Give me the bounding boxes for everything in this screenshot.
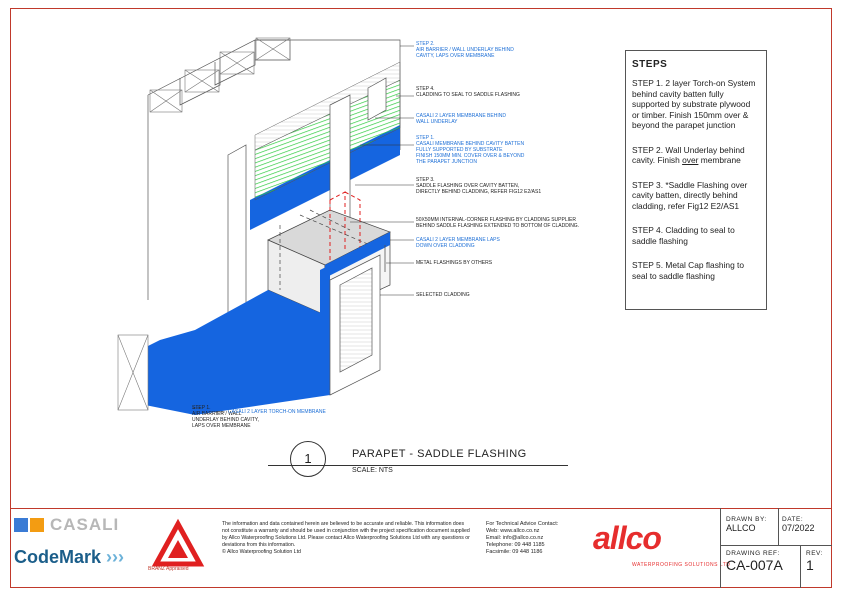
drawing-ref-cell: DRAWING REF: CA-007A — [726, 550, 783, 573]
step-1-text: STEP 1. 2 layer Torch-on System behind cavity batten fully supported by substrate plywood or timber. Finish 150mm over & beyond the parapet junction — [632, 78, 756, 130]
step-5-text: STEP 5. Metal Cap flashing to seal to saddle flashing — [632, 260, 745, 281]
title-block-divider-v2 — [800, 545, 801, 588]
allco-logo: allco — [593, 520, 661, 556]
detail-scale: SCALE: NTS — [352, 467, 393, 474]
step-3-text: STEP 3. *Saddle Flashing over cavity batten, directly behind cladding, refer Fig12 E2/AS1 — [632, 179, 748, 211]
lower-blue-membrane — [120, 290, 330, 415]
step-2-text: STEP 2. Wall Underlay behind cavity. Finish over membrane — [632, 144, 745, 165]
allco-subtitle: WATERPROOFING SOLUTIONS LTD — [632, 562, 731, 568]
contact-block: For Technical Advice Contact: Web: www.allco.co.nz Email: info@allco.co.nz Telephone: 09 448 1185 Facsimile: 09 448 1186 — [486, 521, 559, 555]
date-cell: DATE: 07/2022 — [782, 516, 815, 533]
callout-step4: STEP 4. CLADDING TO SEAL TO SADDLE FLASHING — [416, 86, 520, 98]
callout-casali-wall: CASALI 2 LAYER MEMBRANE BEHIND WALL UNDERLAY — [416, 113, 506, 125]
callout-internal-corner: 50X50MM INTERNAL-CORNER FLASHING BY CLADDING SUPPLIER BEHIND SADDLE FLASHING EXTENDED TO BOTTOM OF CLADDING. — [416, 217, 580, 229]
detail-number: 1 — [290, 441, 326, 477]
disclaimer-text: The information and data contained herein are believed to be accurate and reliable. This information does not constitute a warranty and should be used in conjunction with the project specification document supplied by Allco Waterproofing Solutions Ltd. Please contact Allco Waterproofing Solutions Ltd with any questions or deviations from this information. © Allco Waterproofing Solution Ltd — [222, 521, 470, 555]
title-block-divider-v1 — [778, 508, 779, 545]
callout-step2: STEP 2. AIR BARRIER / WALL UNDERLAY BEHIND CAVITY, LAPS OVER MEMBRANE — [416, 41, 514, 59]
casali-logo: CASALI — [14, 515, 119, 535]
callout-step1-bottom: STEP 1. AIR BARRIER / WALL UNDERLAY BEHIND CAVITY, LAPS OVER MEMBRANE — [192, 405, 259, 429]
blue-side-strip — [320, 265, 330, 395]
branz-text: BRANZ Appraised — [148, 566, 189, 572]
codemark-logo: CodeMark ››› — [14, 547, 125, 567]
callout-selected-cladding: SELECTED CLADDING — [416, 292, 470, 298]
callout-metal-flashings: METAL FLASHINGS BY OTHERS — [416, 260, 493, 266]
steps-panel — [625, 50, 767, 310]
callout-torch-on: CASALI 2 LAYER TORCH-ON MEMBRANE — [228, 409, 326, 415]
drawn-by-cell: DRAWN BY: ALLCO — [726, 516, 767, 533]
title-underline — [268, 465, 568, 466]
callout-step3: STEP 3. SADDLE FLASHING OVER CAVITY BATTEN, DIRECTLY BEHIND CLADDING, REFER FIG12 E2/AS1 — [416, 177, 542, 195]
step-4-text: STEP 4. Cladding to seal to saddle flashing — [632, 225, 735, 246]
steps-title: STEPS — [632, 59, 668, 70]
detail-title: PARAPET - SADDLE FLASHING — [352, 448, 527, 460]
lower-left-frame — [118, 335, 148, 410]
title-block-divider — [720, 545, 832, 546]
rev-cell: REV: 1 — [806, 550, 823, 573]
selected-cladding-panel — [330, 255, 380, 395]
callout-casali-laps: CASALI 2 LAYER MEMBRANE LAPS DOWN OVER CLADDING — [416, 237, 500, 249]
callout-step1-top: STEP 1. CASALI MEMBRANE BEHIND CAVITY BATTEN FULLY SUPPORTED BY SUBSTRATE FINISH 150MM MIN. COVER OVER & BEYOND THE PARAPET JUNCTION — [416, 135, 525, 165]
